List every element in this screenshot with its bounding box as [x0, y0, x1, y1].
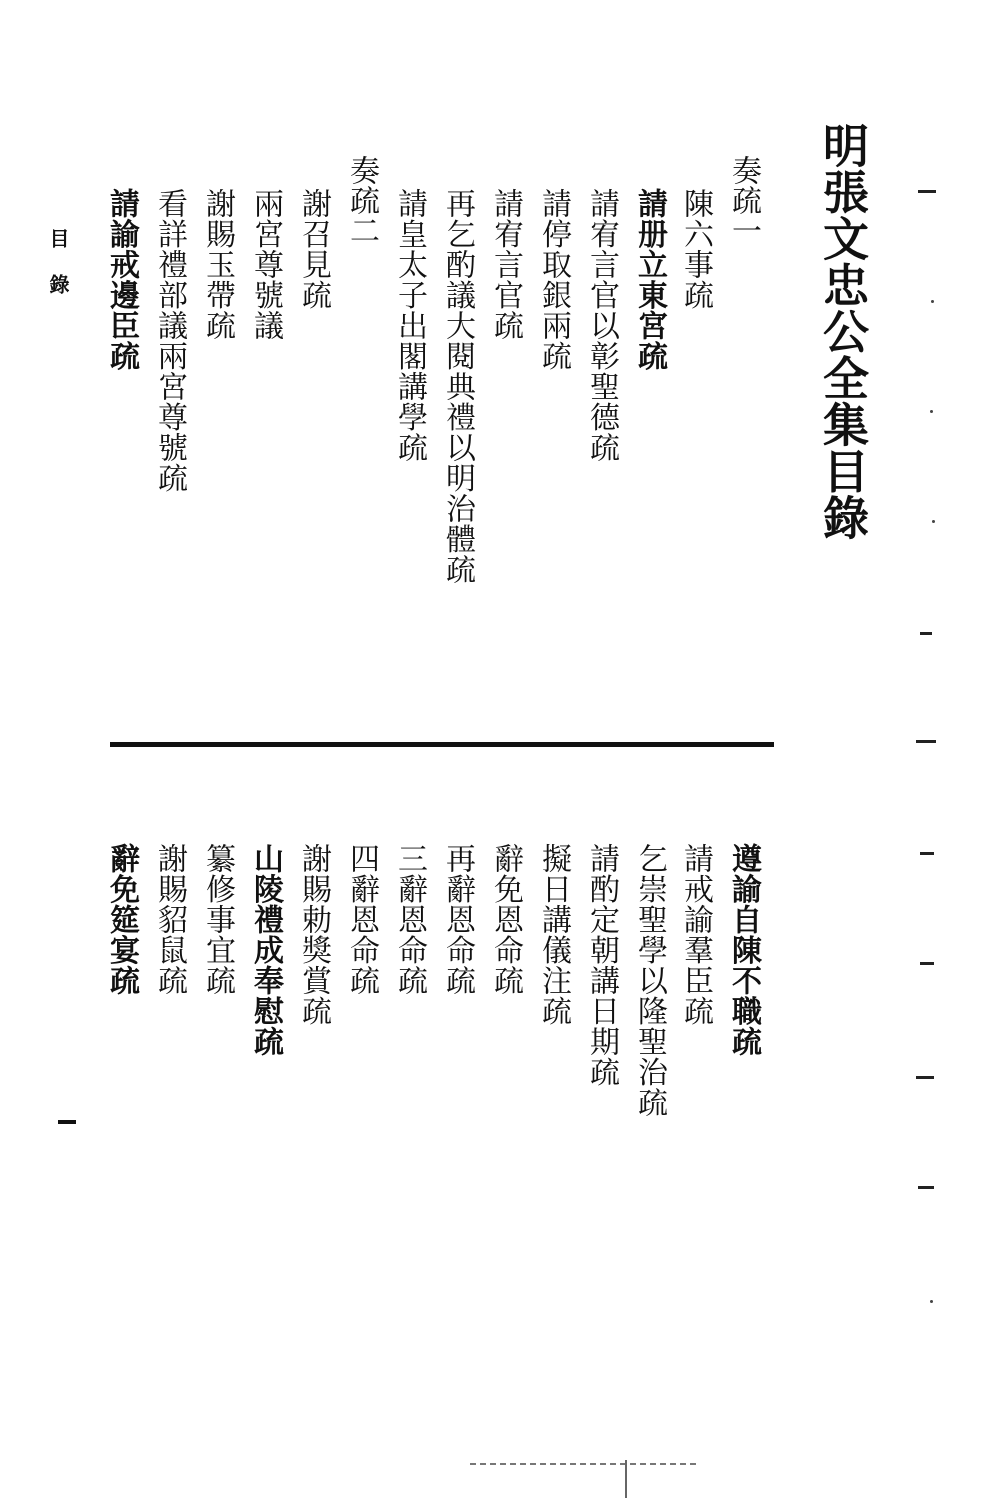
section-heading-1: 奏疏一 — [726, 155, 761, 245]
bottom-stem — [625, 1460, 627, 1498]
edge-dot — [932, 520, 935, 523]
toc-item: 請宥言官疏 — [488, 188, 523, 341]
edge-tick — [918, 190, 936, 193]
toc-item: 請戒諭羣臣疏 — [678, 843, 713, 1026]
page-number-mark — [58, 1120, 76, 1124]
toc-item: 纂修事宜疏 — [200, 843, 235, 996]
toc-item: 山陵禮成奉慰疏 — [248, 843, 283, 1057]
toc-item: 陳六事疏 — [678, 188, 713, 310]
toc-item: 看詳禮部議兩宮尊號疏 — [152, 188, 187, 493]
section-heading-2: 奏疏二 — [344, 155, 379, 245]
toc-item: 遵諭自陳不職疏 — [726, 843, 761, 1057]
edge-dot — [930, 1300, 933, 1303]
toc-item: 請宥言官以彰聖德疏 — [584, 188, 619, 463]
toc-item: 辭免筵宴疏 — [104, 843, 139, 996]
edge-dot — [931, 300, 934, 303]
page-title: 明張文忠公全集目錄 — [816, 122, 870, 541]
edge-tick — [916, 740, 936, 743]
margin-label: 目錄 — [46, 228, 70, 320]
toc-item: 擬日講儀注疏 — [536, 843, 571, 1026]
bottom-rule — [470, 1463, 700, 1465]
edge-tick — [916, 1076, 934, 1079]
toc-item: 乞崇聖學以隆聖治疏 — [632, 843, 667, 1118]
toc-item: 謝召見疏 — [296, 188, 331, 310]
toc-item: 謝賜貂鼠疏 — [152, 843, 187, 996]
toc-item: 謝賜勅獎賞疏 — [296, 843, 331, 1026]
toc-item: 三辭恩命疏 — [392, 843, 427, 996]
edge-tick — [918, 1186, 934, 1189]
page-divider — [110, 742, 774, 747]
toc-item: 謝賜玉帶疏 — [200, 188, 235, 341]
toc-item: 辭免恩命疏 — [488, 843, 523, 996]
toc-item: 請皇太子出閣講學疏 — [392, 188, 427, 463]
toc-item: 請諭戒邊臣疏 — [104, 188, 139, 371]
toc-item: 請册立東宮疏 — [632, 188, 667, 371]
toc-item: 請停取銀兩疏 — [536, 188, 571, 371]
edge-tick — [920, 632, 932, 635]
toc-item: 兩宮尊號議 — [248, 188, 283, 341]
toc-item: 再辭恩命疏 — [440, 843, 475, 996]
edge-tick — [920, 852, 934, 855]
toc-item: 四辭恩命疏 — [344, 843, 379, 996]
toc-item: 請酌定朝講日期疏 — [584, 843, 619, 1087]
toc-item: 再乞酌議大閱典禮以明治體疏 — [440, 188, 475, 585]
edge-tick — [920, 962, 934, 965]
edge-dot — [930, 410, 933, 413]
